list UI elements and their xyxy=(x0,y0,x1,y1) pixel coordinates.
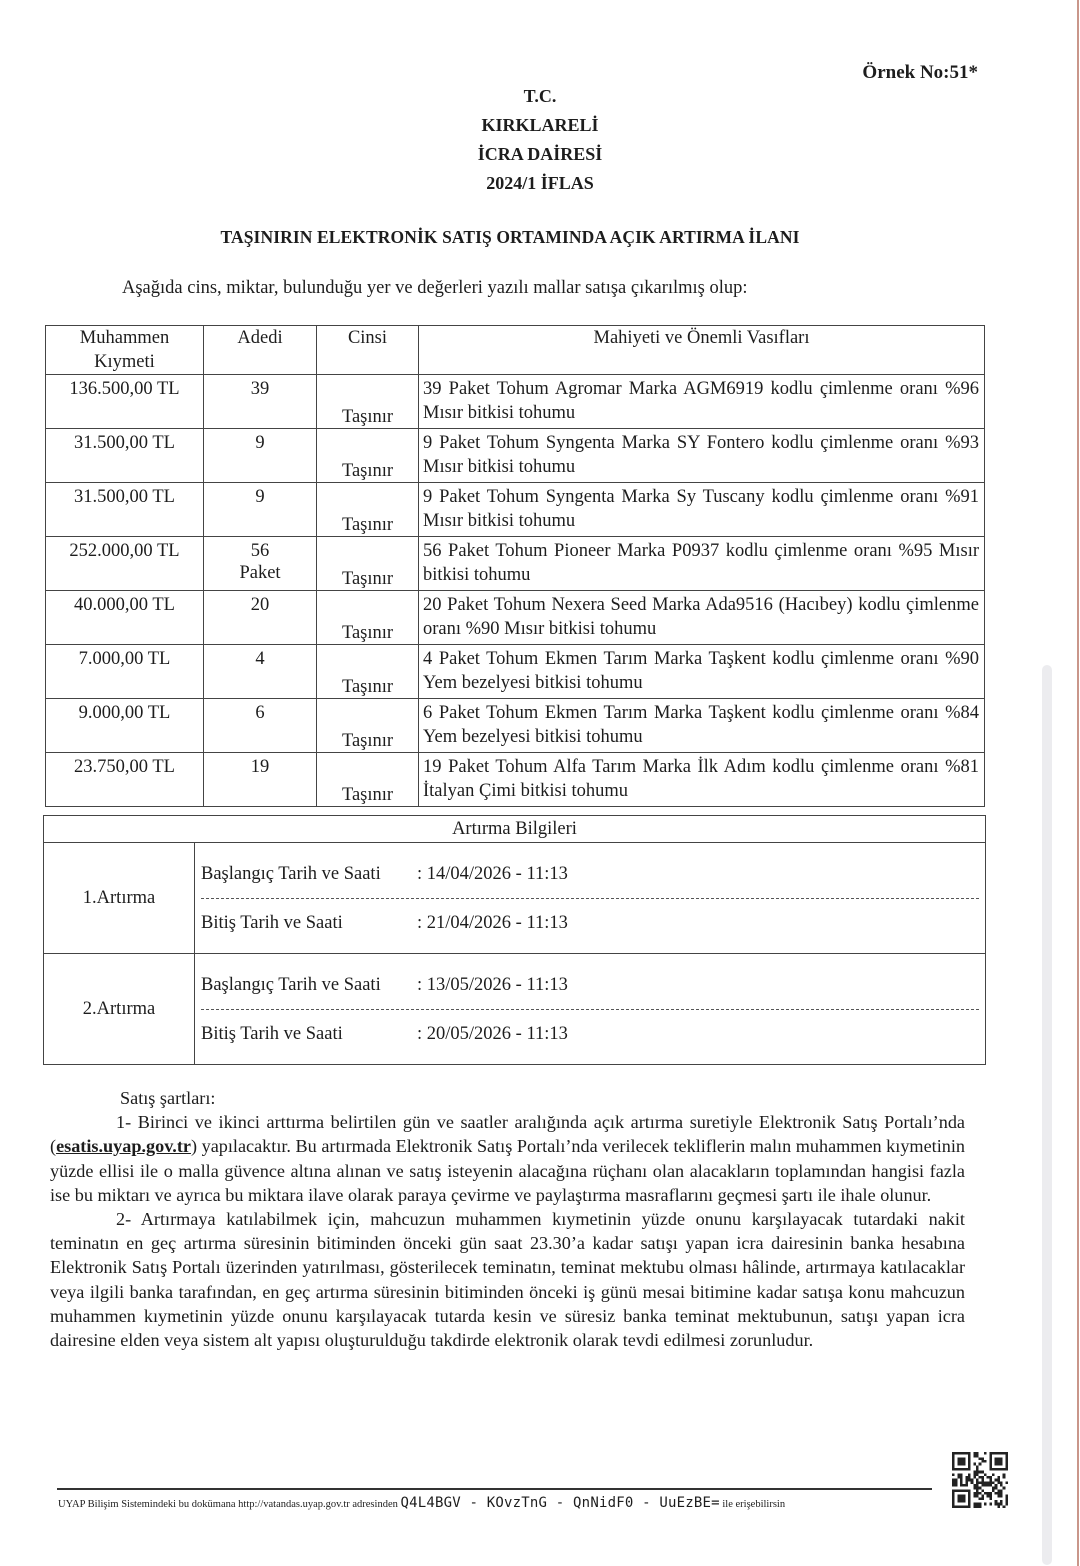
footer-divider xyxy=(57,1488,932,1490)
condition-1: 1- Birinci ve ikinci arttırma belirtilen gün ve saatler aralığında açık artırma suretiyle Elektronik Satış Portalı’nda (esatis.uyap.gov.tr) yapılacaktır. Bu artırmada Elektronik Satış Portalı’nda verilecek tekliflerin malın muhammen kıymetinin yüzde ellisi ile o malla güvence altına alınan ve satış isteyenin alacağına rüçhanı olan alacakların toplamından hangisi fazla ise bu miktarı ve ayrıca bu miktara ilave olarak paraya çevirme ve paylaştırma masraflarını geçmesi şartı ile ihale olunur. xyxy=(50,1112,965,1205)
cell-value: 136.500,00 TL xyxy=(46,375,204,429)
header-city: KIRKLARELİ xyxy=(481,115,599,135)
round-start: : 13/05/2026 - 11:13 xyxy=(417,974,568,995)
column-header-desc: Mahiyeti ve Önemli Vasıfları xyxy=(419,326,985,375)
goods-table xyxy=(45,325,985,807)
page-title: TAŞINIRIN ELEKTRONİK SATIŞ ORTAMINDA AÇIK ARTIRMA İLANI xyxy=(220,227,800,247)
footer-suffix: ile erişebilirsin xyxy=(722,1499,786,1510)
esatis-link[interactable]: esatis.uyap.gov.tr xyxy=(56,1136,191,1157)
cell-desc: 6 Paket Tohum Ekmen Tarım Marka Taşkent kodlu çimlenme oranı %84 Yem bezelyesi bitkisi tohumu xyxy=(419,699,985,753)
cell-qty: 19 xyxy=(204,753,317,807)
cell-qty: 4 xyxy=(204,645,317,699)
cell-desc: 9 Paket Tohum Syngenta Marka SY Fontero kodlu çimlenme oranı %93 Mısır bitkisi tohumu xyxy=(419,429,985,483)
round-name: 2.Artırma xyxy=(44,954,195,1065)
cell-value: 31.500,00 TL xyxy=(46,429,204,483)
intro-text: Aşağıda cins, miktar, bulunduğu yer ve değerleri yazılı mallar satışa çıkarılmış olup: xyxy=(122,278,748,298)
header-file-no: 2024/1 İFLAS xyxy=(486,173,594,193)
verification-code: Q4L4BGV - KOvzTnG - QnNidF0 - UuEzBE= xyxy=(400,1495,720,1511)
column-header-type: Cinsi xyxy=(317,326,419,375)
sale-conditions xyxy=(50,1086,965,1352)
dashed-divider xyxy=(201,1009,979,1010)
round-end: : 20/05/2026 - 11:13 xyxy=(417,1023,568,1044)
start-label: Başlangıç Tarih ve Saati xyxy=(201,863,381,884)
sample-number: Örnek No:51* xyxy=(862,62,978,83)
cell-qty: 9 xyxy=(204,429,317,483)
cell-qty: 6 xyxy=(204,699,317,753)
footer-verification xyxy=(58,1495,785,1511)
table-row xyxy=(46,753,985,807)
cell-desc: 56 Paket Tohum Pioneer Marka P0937 kodlu çimlenme oranı %95 Mısır bitkisi tohumu xyxy=(419,537,985,591)
cell-qty: 9 xyxy=(204,483,317,537)
cell-value: 9.000,00 TL xyxy=(46,699,204,753)
condition-2: 2- Artırmaya katılabilmek için, mahcuzun muhammen kıymetinin yüzde onunu karşılayacak tutardaki nakit teminatın en geç artırma süresinin bitiminden önceki gün saat 23.30’a kadar satışı yapan icra dairesinin banka hesabına Elektronik Satış Portalı üzerinden yatırılması, gösterilecek teminatın, teminat mektubu olması hâlinde, artırmaya katılacaklar veya ilgili banka tarafından, en geç artırma süresinin bitiminden önceki iş günü mesai bitimine kadar satışa konu mahcuzun muhammen kıymetinin yüzde onunu karşılayacak tutarda kesin ve süresiz banka teminat mektubunun, satışı yapan icra dairesine elden veya sistem alt yapısı oluşturulduğu takdirde elektronik olarak tevdi edilmesi zorunludur. xyxy=(50,1209,965,1351)
footer-prefix: UYAP Bilişim Sistemindeki bu dokümana http://vatandas.uyap.gov.tr adresinden xyxy=(58,1499,398,1510)
cell-type: Taşınır xyxy=(317,591,419,645)
cell-value: 23.750,00 TL xyxy=(46,753,204,807)
cell-desc: 39 Paket Tohum Agromar Marka AGM6919 kodlu çimlenme oranı %96 Mısır bitkisi tohumu xyxy=(419,375,985,429)
dashed-divider xyxy=(201,898,979,899)
table-row xyxy=(46,591,985,645)
qr-code-icon xyxy=(952,1452,1008,1508)
cell-desc: 9 Paket Tohum Syngenta Marka Sy Tuscany kodlu çimlenme oranı %91 Mısır bitkisi tohumu xyxy=(419,483,985,537)
cell-type: Taşınır xyxy=(317,429,419,483)
cell-desc: 19 Paket Tohum Alfa Tarım Marka İlk Adım kodlu çimlenme oranı %81 İtalyan Çimi bitkisi tohumu xyxy=(419,753,985,807)
scrollbar-thumb[interactable] xyxy=(1042,665,1052,1565)
page-edge xyxy=(1077,0,1079,1566)
cell-type: Taşınır xyxy=(317,537,419,591)
cell-desc: 4 Paket Tohum Ekmen Tarım Marka Taşkent kodlu çimlenme oranı %90 Yem bezelyesi bitkisi tohumu xyxy=(419,645,985,699)
cell-type: Taşınır xyxy=(317,645,419,699)
table-row xyxy=(46,483,985,537)
cell-value: 7.000,00 TL xyxy=(46,645,204,699)
cell-qty: 56 Paket xyxy=(204,537,317,591)
table-row xyxy=(46,429,985,483)
cell-desc: 20 Paket Tohum Nexera Seed Marka Ada9516 (Hacıbey) kodlu çimlenme oranı %90 Mısır bitkisi tohumu xyxy=(419,591,985,645)
cell-type: Taşınır xyxy=(317,375,419,429)
column-header-value: Muhammen Kıymeti xyxy=(46,326,204,375)
cell-value: 40.000,00 TL xyxy=(46,591,204,645)
cell-type: Taşınır xyxy=(317,753,419,807)
auction-round-2 xyxy=(44,954,986,1065)
auction-round-1 xyxy=(44,843,986,954)
table-row xyxy=(46,375,985,429)
table-row xyxy=(46,699,985,753)
table-row xyxy=(46,645,985,699)
cell-qty: 20 xyxy=(204,591,317,645)
cell-qty: 39 xyxy=(204,375,317,429)
cell-value: 252.000,00 TL xyxy=(46,537,204,591)
round-name: 1.Artırma xyxy=(44,843,195,954)
column-header-qty: Adedi xyxy=(204,326,317,375)
table-header-row xyxy=(46,326,985,375)
auction-table-title: Artırma Bilgileri xyxy=(44,816,986,843)
conditions-heading: Satış şartları: xyxy=(120,1088,216,1108)
auction-table xyxy=(43,815,986,1065)
header-tc: T.C. xyxy=(523,86,557,106)
end-label: Bitiş Tarih ve Saati xyxy=(201,912,343,933)
cell-type: Taşınır xyxy=(317,483,419,537)
round-start: : 14/04/2026 - 11:13 xyxy=(417,863,568,884)
header-office: İCRA DAİRESİ xyxy=(477,144,603,164)
cell-type: Taşınır xyxy=(317,699,419,753)
cell-value: 31.500,00 TL xyxy=(46,483,204,537)
start-label: Başlangıç Tarih ve Saati xyxy=(201,974,381,995)
table-row xyxy=(46,537,985,591)
end-label: Bitiş Tarih ve Saati xyxy=(201,1023,343,1044)
round-end: : 21/04/2026 - 11:13 xyxy=(417,912,568,933)
